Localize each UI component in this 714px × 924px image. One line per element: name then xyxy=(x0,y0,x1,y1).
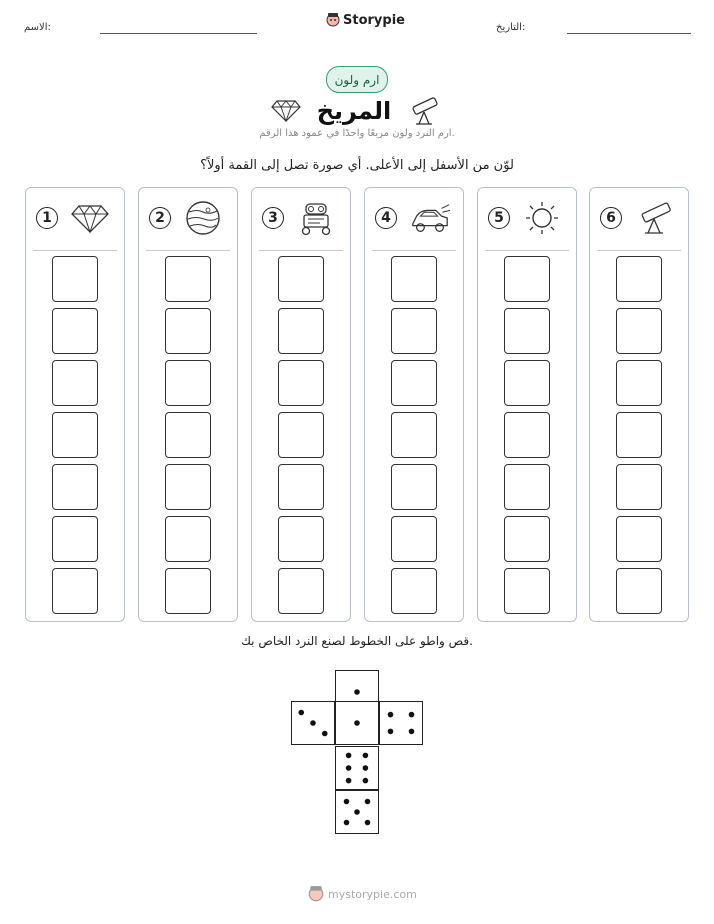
color-box[interactable] xyxy=(391,412,437,458)
color-box[interactable] xyxy=(165,516,211,562)
date-label: التاريخ: xyxy=(496,22,526,33)
color-box[interactable] xyxy=(616,568,662,614)
color-box[interactable] xyxy=(165,412,211,458)
column-header xyxy=(139,188,237,250)
dice-face-6 xyxy=(335,746,379,790)
color-box[interactable] xyxy=(52,568,98,614)
column-divider xyxy=(146,250,230,251)
color-box[interactable] xyxy=(278,360,324,406)
color-box[interactable] xyxy=(52,516,98,562)
color-box[interactable] xyxy=(504,412,550,458)
color-box[interactable] xyxy=(52,412,98,458)
dice-face-3 xyxy=(291,701,335,745)
column-header xyxy=(590,188,688,250)
color-box[interactable] xyxy=(278,412,324,458)
storypie-mascot-icon xyxy=(326,12,340,28)
color-box[interactable] xyxy=(165,464,211,510)
column-header xyxy=(478,188,576,250)
column-1 xyxy=(25,187,125,622)
dice-face-4 xyxy=(379,701,423,745)
color-box[interactable] xyxy=(391,568,437,614)
color-box[interactable] xyxy=(52,308,98,354)
column-number: 4 xyxy=(375,207,397,229)
column-divider xyxy=(597,250,681,251)
brand-logo xyxy=(326,12,405,28)
diamond-icon xyxy=(271,99,301,123)
column-number: 1 xyxy=(36,207,58,229)
instruction: لوّن من الأسفل إلى الأعلى. أي صورة تصل إلى القمة أولاً؟ xyxy=(200,158,514,173)
color-box[interactable] xyxy=(391,360,437,406)
brand-name: Storypie xyxy=(343,12,405,28)
dice-pips-icon xyxy=(380,702,422,744)
column-number: 6 xyxy=(600,207,622,229)
dice-pips-icon xyxy=(336,747,378,789)
name-line[interactable] xyxy=(100,33,257,34)
color-box[interactable] xyxy=(616,256,662,302)
flying-car-icon xyxy=(409,200,449,236)
color-box[interactable] xyxy=(165,568,211,614)
color-box[interactable] xyxy=(504,308,550,354)
page-title: المريخ xyxy=(316,97,392,125)
telescope-icon xyxy=(634,200,674,236)
color-box[interactable] xyxy=(504,360,550,406)
storypie-mascot-icon xyxy=(308,885,324,903)
color-box[interactable] xyxy=(504,568,550,614)
color-box[interactable] xyxy=(616,360,662,406)
color-box[interactable] xyxy=(391,308,437,354)
color-box[interactable] xyxy=(278,464,324,510)
color-box[interactable] xyxy=(278,256,324,302)
color-box[interactable] xyxy=(616,464,662,510)
column-2 xyxy=(138,187,238,622)
date-line[interactable] xyxy=(567,33,691,34)
sun-icon xyxy=(522,200,562,236)
column-header xyxy=(26,188,124,250)
dice-face-5 xyxy=(335,790,379,834)
rover-icon xyxy=(296,200,336,236)
column-header xyxy=(365,188,463,250)
dice-pips-icon xyxy=(336,702,378,744)
column-divider xyxy=(372,250,456,251)
footer-url[interactable]: mystorypie.com xyxy=(328,887,417,901)
color-box[interactable] xyxy=(165,360,211,406)
footer xyxy=(308,885,417,903)
diamond-icon xyxy=(70,200,110,236)
color-box[interactable] xyxy=(504,464,550,510)
color-box[interactable] xyxy=(616,308,662,354)
color-box[interactable] xyxy=(504,516,550,562)
dice-pips-icon xyxy=(292,702,334,744)
column-3 xyxy=(251,187,351,622)
title-row xyxy=(260,94,454,128)
color-box[interactable] xyxy=(52,360,98,406)
dice-instruction: قص واطو على الخطوط لصنع النرد الخاص بك. xyxy=(241,634,473,648)
color-box[interactable] xyxy=(165,256,211,302)
subtitle: ارم النرد ولون مربعًا واحدًا في عمود هذا الرقم. xyxy=(259,128,455,139)
column-header xyxy=(252,188,350,250)
dice-pips-icon xyxy=(336,791,378,833)
color-box[interactable] xyxy=(278,516,324,562)
color-box[interactable] xyxy=(278,568,324,614)
column-divider xyxy=(33,250,117,251)
color-box[interactable] xyxy=(391,516,437,562)
planet-icon xyxy=(183,200,223,236)
color-box[interactable] xyxy=(504,256,550,302)
color-box[interactable] xyxy=(616,516,662,562)
column-number: 5 xyxy=(488,207,510,229)
activity-badge: ارم ولون xyxy=(326,66,388,93)
column-6 xyxy=(589,187,689,622)
color-box[interactable] xyxy=(165,308,211,354)
color-box[interactable] xyxy=(391,256,437,302)
column-5 xyxy=(477,187,577,622)
column-divider xyxy=(485,250,569,251)
dice-face-1 xyxy=(335,701,379,745)
color-box[interactable] xyxy=(52,464,98,510)
column-number: 3 xyxy=(262,207,284,229)
name-label: الاسم: xyxy=(24,22,51,33)
telescope-icon xyxy=(407,96,443,126)
color-box[interactable] xyxy=(278,308,324,354)
color-box[interactable] xyxy=(616,412,662,458)
column-number: 2 xyxy=(149,207,171,229)
column-divider xyxy=(259,250,343,251)
color-box[interactable] xyxy=(391,464,437,510)
column-4 xyxy=(364,187,464,622)
color-box[interactable] xyxy=(52,256,98,302)
